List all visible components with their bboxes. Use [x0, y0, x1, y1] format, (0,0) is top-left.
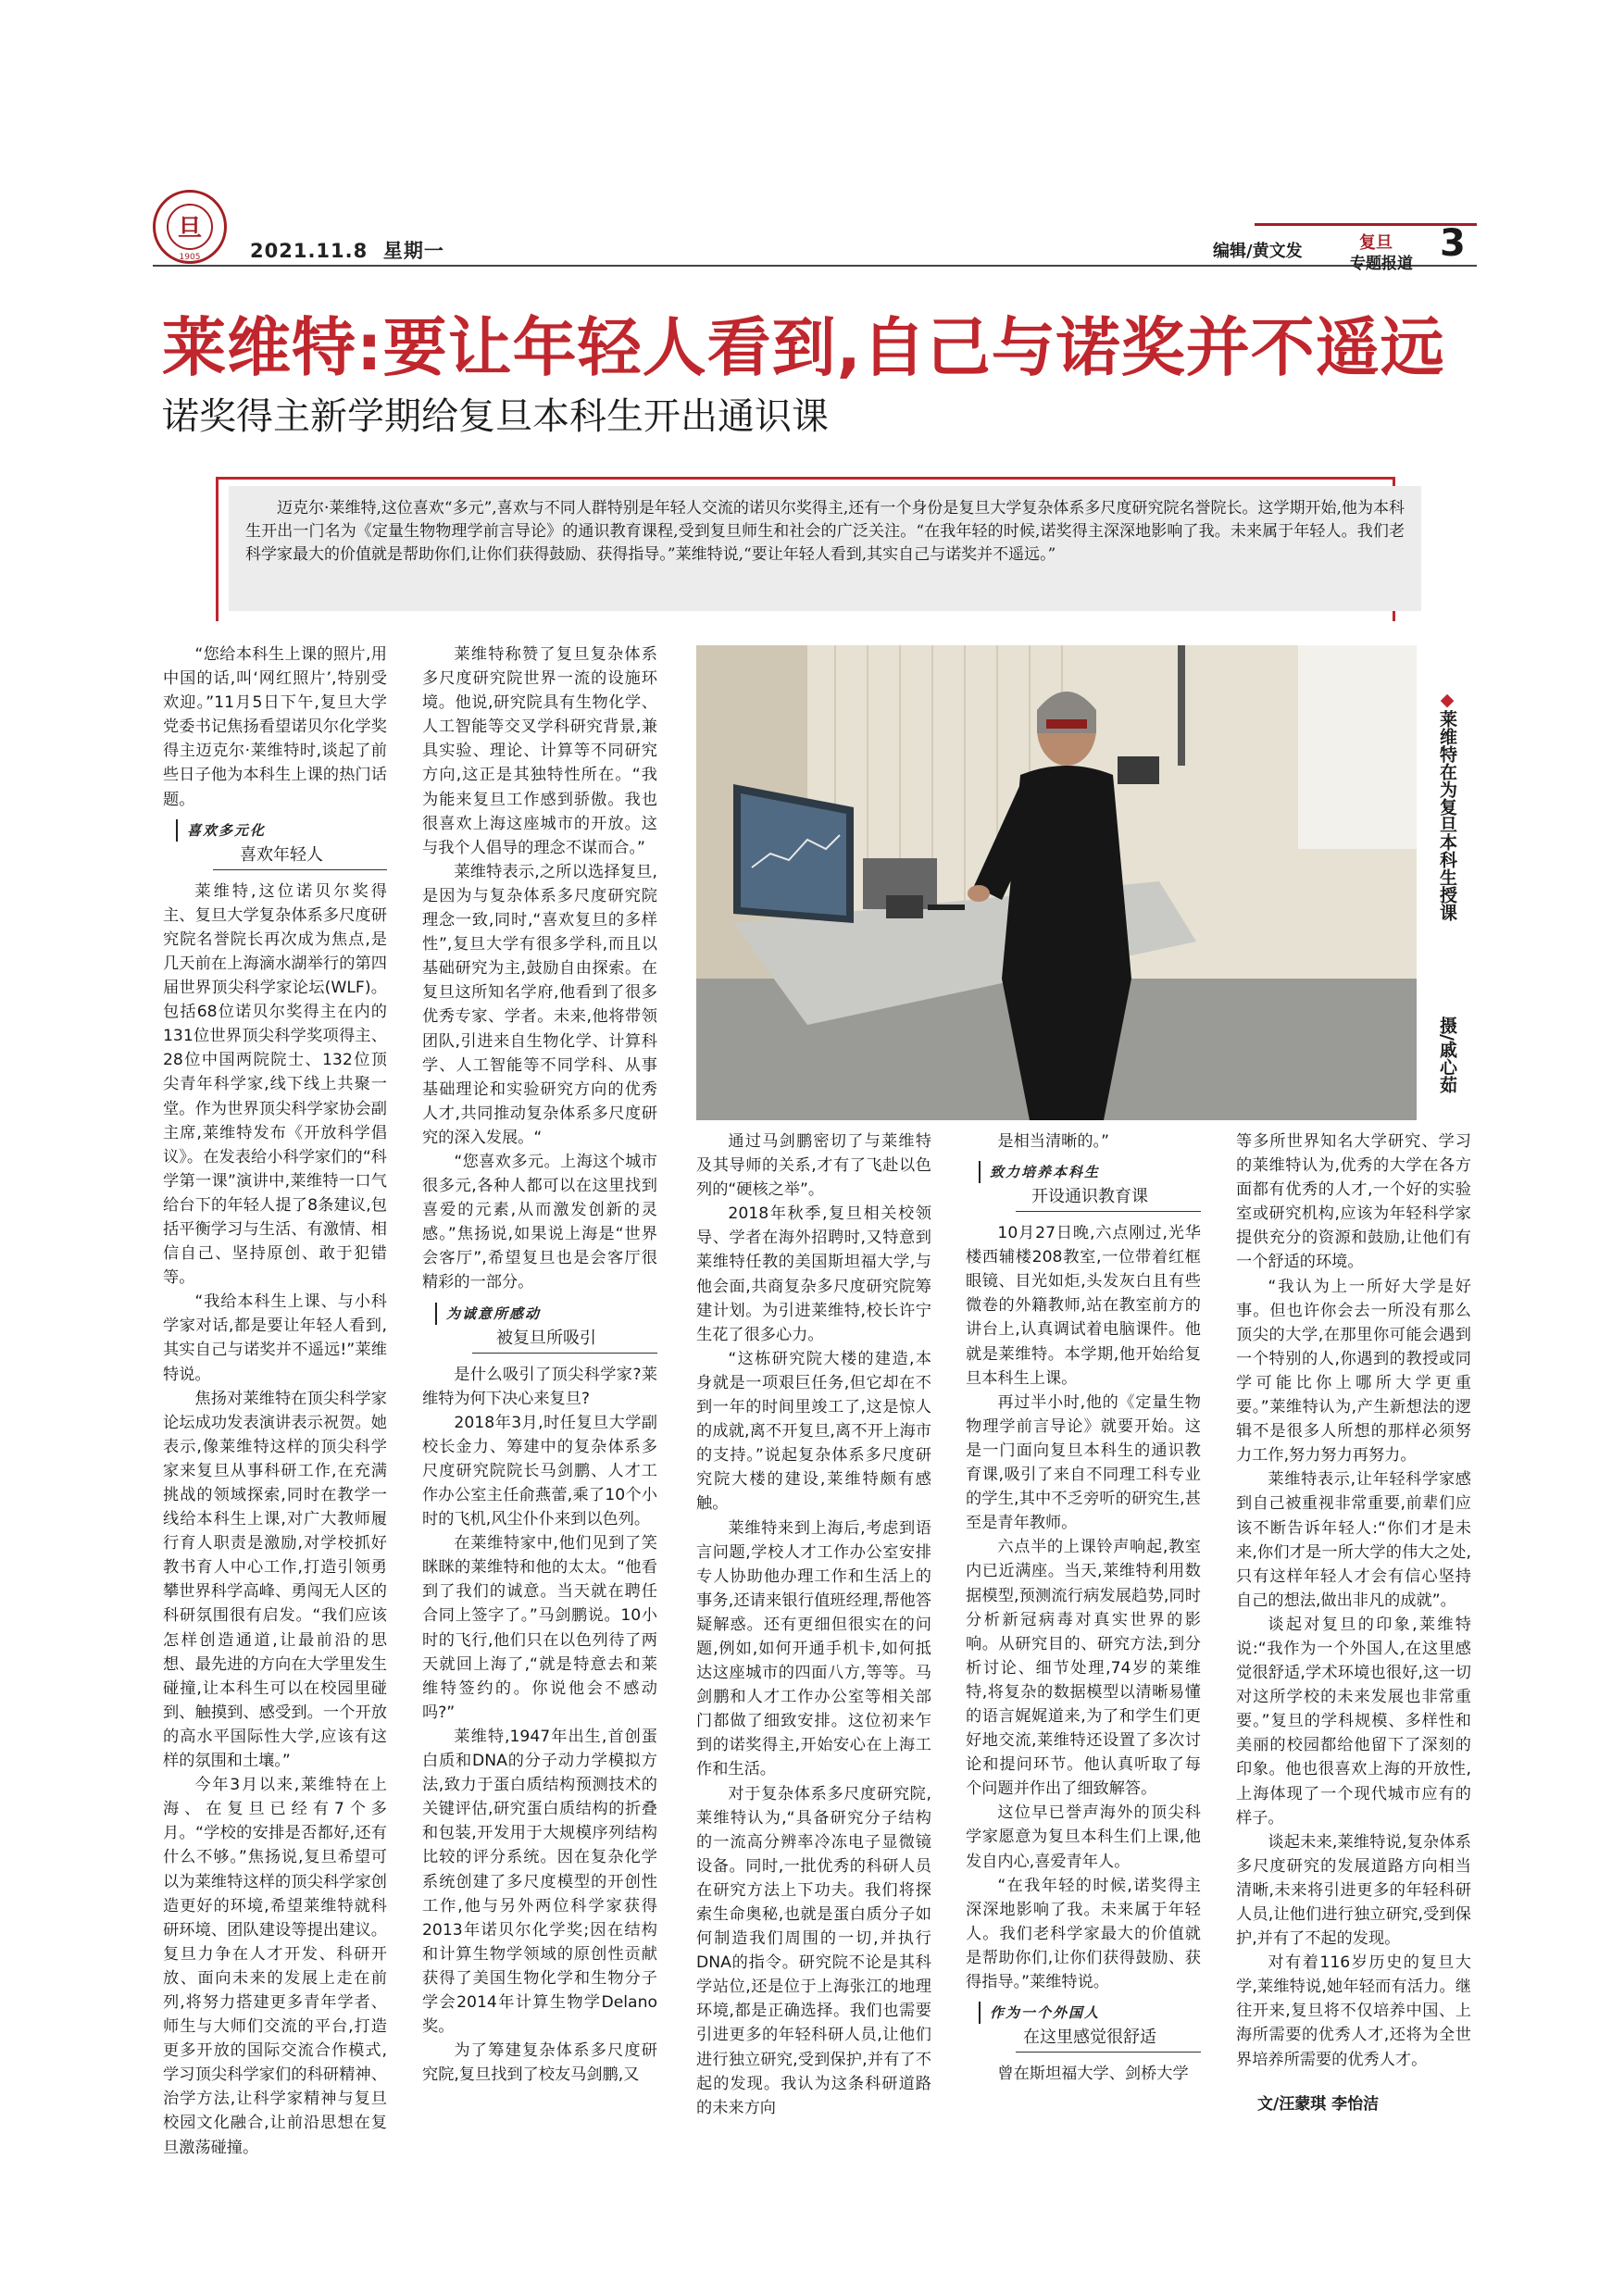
paragraph: 是相当清晰的。” — [997, 1132, 1110, 1151]
logo-year: 1905 — [179, 253, 201, 262]
subheading — [163, 819, 387, 870]
paragraph: 在莱维特家中,他们见到了笑眯眯的莱维特和他的太太。“他看到了我们的诚意。当天就在聘任合同上签字了。”马剑鹏说。10小时的飞行,他们只在以色列待了两天就回上海了,“就是特意去和莱维特签约的。你说他会不感动吗?” — [422, 1534, 657, 1722]
subheading-title: 喜欢年轻人 — [240, 844, 323, 865]
paragraph: 等多所世界知名大学研究、学习的莱维特认为,优秀的大学在各方面都有优秀的人才,一个好的实验室或研究机构,应该为年轻科学家提供充分的资源和鼓励,让他们有一个舒适的环境。 — [1236, 1132, 1471, 1272]
subheading-rule — [472, 1353, 657, 1354]
subheading-rule — [1016, 1211, 1201, 1212]
subheading-rule — [1016, 2052, 1201, 2053]
issue-date — [250, 236, 444, 264]
caption-diamond-icon: ◆ — [1437, 690, 1457, 710]
paragraph: 曾在斯坦福大学、剑桥大学 — [997, 2065, 1189, 2084]
paragraph: 莱维特,1947年出生,首创蛋白质和DNA的分子动力学模拟方法,致力于蛋白质结构预测技术的关键评估,研究蛋白质结构的折叠和包装,开发用于大规模序列结构比较的评分系统。因在复杂化学系统创建了多尺度模型的开创性工作,他与另外两位科学家获得2013年诺贝尔化学奖;因在结构和计算生物学领域的原创性贡献获得了美国生物化学和生物分子学会2014年计算生物学Delano奖。 — [422, 1727, 657, 2037]
weekday-text: 星期一 — [382, 240, 444, 262]
paragraph: 2018年秋季,复旦相关校领导、学者在海外招聘时,又特意到莱维特任教的美国斯坦福大学,与他会面,共商复杂多尺度研究院筹建计划。为引进莱维特,校长许宁生花了很多心力。 — [696, 1204, 931, 1344]
paragraph: 莱维特称赞了复旦复杂体系多尺度研究院世界一流的设施环境。他说,研究院具有生物化学、人工智能等交叉学科研究背景,兼具实验、理论、计算等不同研究方向,这正是其独特性所在。“我为能来复旦工作感到骄傲。我也很喜欢上海这座城市的开放。这与我个人倡导的理念不谋而合。” — [422, 645, 657, 857]
paragraph: 对有着116岁历史的复旦大学,莱维特说,她年轻而有活力。继往开来,复旦将不仅培养中国、上海所需要的优秀人才,还将为全世界培养所需要的优秀人才。 — [1236, 1953, 1471, 2069]
subheadline: 诺奖得主新学期给复旦本科生开出通识课 — [162, 395, 829, 438]
subheading-tag: 作为一个外国人 — [979, 2002, 1201, 2024]
editor-credit: 编辑/黄文发 — [1213, 242, 1303, 261]
column-3 — [696, 1129, 931, 2120]
paragraph: “您喜欢多元。上海这个城市很多元,各种人都可以在这里找到喜爱的元素,从而激发创新的灵感。”焦扬说,如果说上海是“世界会客厅”,希望复旦也是会客厅很精彩的一部分。 — [422, 1152, 657, 1292]
section-name: 专题报道 — [1350, 255, 1413, 273]
paragraph: 通过马剑鹏密切了与莱维特及其导师的关系,才有了飞赴以色列的“硬核之举”。 — [696, 1132, 931, 1200]
paragraph: 对于复杂体系多尺度研究院,莱维特认为,“具备研究分子结构的一流高分辨率冷冻电子显微镜设备。同时,一批优秀的科研人员在研究方法上下功夫。我们将探索生命奥秘,也就是蛋白质分子如何制造我们周围的一切,并执行DNA的指令。研究院不论是其科学站位,还是位于上海张江的地理环境,都是正确选择。我们也需要引进更多的年轻科研人员,让他们进行独立研究,受到保护,并有了不起的发现。我认为这条科研道路的未来方向 — [696, 1784, 931, 2117]
paper-name: 复旦 — [1359, 233, 1393, 253]
lecture-photo-illustration — [696, 645, 1417, 1120]
paragraph: “在我年轻的时候,诺奖得主深深地影响了我。未来属于年轻人。我们老科学家最大的价值就是帮助你们,让你们获得鼓励、获得指导。”莱维特说。 — [966, 1876, 1201, 1991]
photo-credit: 摄/戚心茹 — [1437, 1017, 1457, 1093]
paragraph: 这位早已誉声海外的顶尖科学家愿意为复旦本科生们上课,他发自内心,喜爱青年人。 — [966, 1803, 1201, 1871]
fudan-logo — [153, 190, 227, 264]
page-number: 3 — [1440, 222, 1466, 265]
lecture-photo — [696, 645, 1417, 1120]
paragraph: 谈起未来,莱维特说,复杂体系多尺度研究的发展道路方向相当清晰,未来将引进更多的年轻科研人员,让他们进行独立研究,受到保护,并有了不起的发现。 — [1236, 1832, 1471, 1949]
paragraph: 谈起对复旦的印象,莱维特说:“我作为一个外国人,在这里感觉很舒适,学术环境也很好,这一切对这所学校的未来发展也非常重要。”复旦的学科规模、多样性和美丽的校园都给他留下了深刻的印象。他也很喜欢上海的开放性,上海体现了一个现代城市应有的样子。 — [1236, 1615, 1471, 1828]
paragraph: “我认为上一所好大学是好事。但也许你会去一所没有那么顶尖的大学,在那里你可能会遇到一个特别的人,你遇到的教授或同学可能比你上哪所大学更重要。”莱维特认为,产生新想法的逻辑不是很多人所想的那样必须努力工作,努力努力再努力。 — [1236, 1277, 1471, 1466]
subheading-title: 被复旦所吸引 — [496, 1328, 596, 1348]
subheading — [966, 1161, 1201, 1212]
date-text: 2021.11.8 — [250, 240, 369, 262]
photo-caption — [1432, 690, 1460, 921]
intro-box — [229, 486, 1421, 611]
paragraph: 是什么吸引了顶尖科学家?莱维特为何下决心来复旦? — [422, 1365, 657, 1408]
byline: 文/汪蒙琪 李怡洁 — [1257, 2095, 1380, 2114]
subheading-rule — [213, 869, 387, 870]
paragraph: 为了筹建复杂体系多尺度研究院,复旦找到了校友马剑鹏,又 — [422, 2041, 657, 2085]
headline: 莱维特:要让年轻人看到,自己与诺奖并不遥远 — [162, 311, 1445, 385]
paragraph: 莱维特,这位诺贝尔奖得主、复旦大学复杂体系多尺度研究院名誉院长再次成为焦点,是几天前在上海滴水湖举行的第四届世界顶尖科学家论坛(WLF)。包括68位诺贝尔奖得主在内的131位世界顶尖科学奖项得主、28位中国两院院士、132位顶尖青年科学家,线下线上共聚一堂。作为世界顶尖科学家协会副主席,莱维特发布《开放科学倡议》。在发表给小科学家们的“科学第一课”演讲中,莱维特一口气给台下的年轻人提了8条建议,包括平衡学习与生活、有激情、相信自己、坚持原创、敢于犯错等。 — [163, 881, 387, 1288]
subheading-tag: 喜欢多元化 — [176, 819, 387, 842]
column-2 — [422, 643, 657, 2087]
subheading — [966, 2002, 1201, 2053]
subheading-title: 开设通识教育课 — [1031, 1187, 1148, 1207]
subheading — [422, 1303, 657, 1354]
paragraph: 再过半小时,他的《定量生物物理学前言导论》就要开始。这是一门面向复旦本科生的通识教育课,吸引了来自不同理工科专业的学生,其中不乏旁听的研究生,甚至是青年教师。 — [966, 1392, 1201, 1533]
logo-glyph: 旦 — [177, 215, 202, 243]
paragraph: 10月27日晚,六点刚过,光华楼西辅楼208教室,一位带着红框眼镜、目光如炬,头发灰白且有些微卷的外籍教师,站在教室前方的讲台上,认真调试着电脑课件。他就是莱维特。本学期,他开始给复旦本科生上课。 — [966, 1224, 1201, 1388]
subheading-title: 在这里感觉很舒适 — [1023, 2028, 1156, 2048]
caption-text: 莱维特在为复旦本科生授课 — [1437, 710, 1457, 921]
subheading-tag: 为诚意所感动 — [435, 1303, 657, 1325]
paragraph: 莱维特表示,之所以选择复旦,是因为与复杂体系多尺度研究院理念一致,同时,“喜欢复旦的多样性”,复旦大学有很多学科,而且以基础研究为主,鼓励自由探索。在复旦这所知名学府,他看到了很多优秀专家、学者。未来,他将带领团队,引进来自生物化学、计算科学、人工智能等不同学科、从事基础理论和实验研究方向的优秀人才,共同推动复杂体系多尺度研究的深入发展。“ — [422, 862, 657, 1147]
paragraph: 莱维特来到上海后,考虑到语言问题,学校人才工作办公室安排专人协助他办理工作和生活上的事务,还请来银行值班经理,帮他答疑解惑。还有更细但很实在的问题,例如,如何开通手机卡,如何抵达这座城市的四面八方,等等。马剑鹏和人才工作办公室等相关部门都做了细致安排。这位初来乍到的诺奖得主,开始安心在上海工作和生活。 — [696, 1518, 931, 1779]
paragraph: 今年3月以来,莱维特在上海、在复旦已经有7个多月。“学校的安排是否都好,还有什么不够。”焦扬说,复旦希望可以为莱维特这样的顶尖科学家创造更好的环境,希望莱维特就科研环境、团队建设等提出建议。复旦力争在人才开发、科研开放、面向未来的发展上走在前列,将努力搭建更多青年学者、师生与大师们交流的平台,打造更多开放的国际交流合作模式,学习顶尖科学家们的科研精神、治学方法,让科学家精神与复旦校园文化融合,让前沿思想在复旦激荡碰撞。 — [163, 1776, 387, 2157]
paragraph: “您给本科生上课的照片,用中国的话,叫‘网红照片’,特别受欢迎。”11月5日下午,复旦大学党委书记焦扬看望诺贝尔化学奖得主迈克尔·莱维特时,谈起了前些日子他为本科生上课的热门话题。 — [163, 645, 387, 809]
subheading-tag: 致力培养本科生 — [979, 1161, 1201, 1183]
intro-text: 迈克尔·莱维特,这位喜欢“多元”,喜欢与不同人群特别是年轻人交流的诺贝尔奖得主,还有一个身份是复旦大学复杂体系多尺度研究院名誉院长。这学期开始,他为本科生开出一门名为《定量生物物理学前言导论》的通识教育课程,受到复旦师生和社会的广泛关注。“在我年轻的时候,诺奖得主深深地影响了我。未来属于年轻人。我们老科学家最大的价值就是帮助你们,让你们获得鼓励、获得指导。”莱维特说,“要让年轻人看到,其实自己与诺奖并不遥远。” — [245, 499, 1405, 564]
paragraph: 六点半的上课铃声响起,教室内已近满座。当天,莱维特利用数据模型,预测流行病发展趋势,同时分析新冠病毒对真实世界的影响。从研究目的、研究方法,到分析讨论、细节处理,74岁的莱维特,将复杂的数据模型以清晰易懂的语言娓娓道来,为了和学生们更好地交流,莱维特还设置了多次讨论和提问环节。他认真听取了每个问题并作出了细致解答。 — [966, 1538, 1201, 1799]
paragraph: 2018年3月,时任复旦大学副校长金力、筹建中的复杂体系多尺度研究院院长马剑鹏、人才工作办公室主任俞燕蕾,乘了10个小时的飞机,风尘仆仆来到以色列。 — [422, 1413, 657, 1529]
paragraph: 莱维特表示,让年轻科学家感到自己被重视非常重要,前辈们应该不断告诉年轻人:“你们才是未来,你们才是一所大学的伟大之处,只有这样年轻人才会有信心坚持自己的想法,做出非凡的成就”。 — [1236, 1470, 1471, 1610]
paragraph: “这栋研究院大楼的建造,本身就是一项艰巨任务,但它却在不到一年的时间里竣工了,这是惊人的成就,离不开复旦,离不开上海市的支持。”说起复杂体系多尺度研究院大楼的建设,莱维特颇有感触。 — [696, 1349, 931, 1514]
column-5 — [1236, 1129, 1471, 2072]
masthead-rule — [153, 265, 1477, 267]
column-1 — [163, 643, 387, 2160]
paragraph: 焦扬对莱维特在顶尖科学家论坛成功发表演讲表示祝贺。她表示,像莱维特这样的顶尖科学家来复旦从事科研工作,在充满挑战的领域探索,同时在教学一线给本科生上课,对广大教师履行育人职责是激励,对学校抓好教书育人中心工作,打造引领勇攀世界科学高峰、勇闯无人区的科研氛围很有启发。“我们应该怎样创造通道,让最前沿的思想、最先进的方向在大学里发生碰撞,让本科生可以在校园里碰到、触摸到、感受到。一个开放的高水平国际性大学,应该有这样的氛围和土壤。” — [163, 1389, 387, 1771]
paragraph: “我给本科生上课、与小科学家对话,都是要让年轻人看到,其实自己与诺奖并不遥远!”莱维特说。 — [163, 1292, 387, 1384]
column-4 — [966, 1129, 1201, 2086]
